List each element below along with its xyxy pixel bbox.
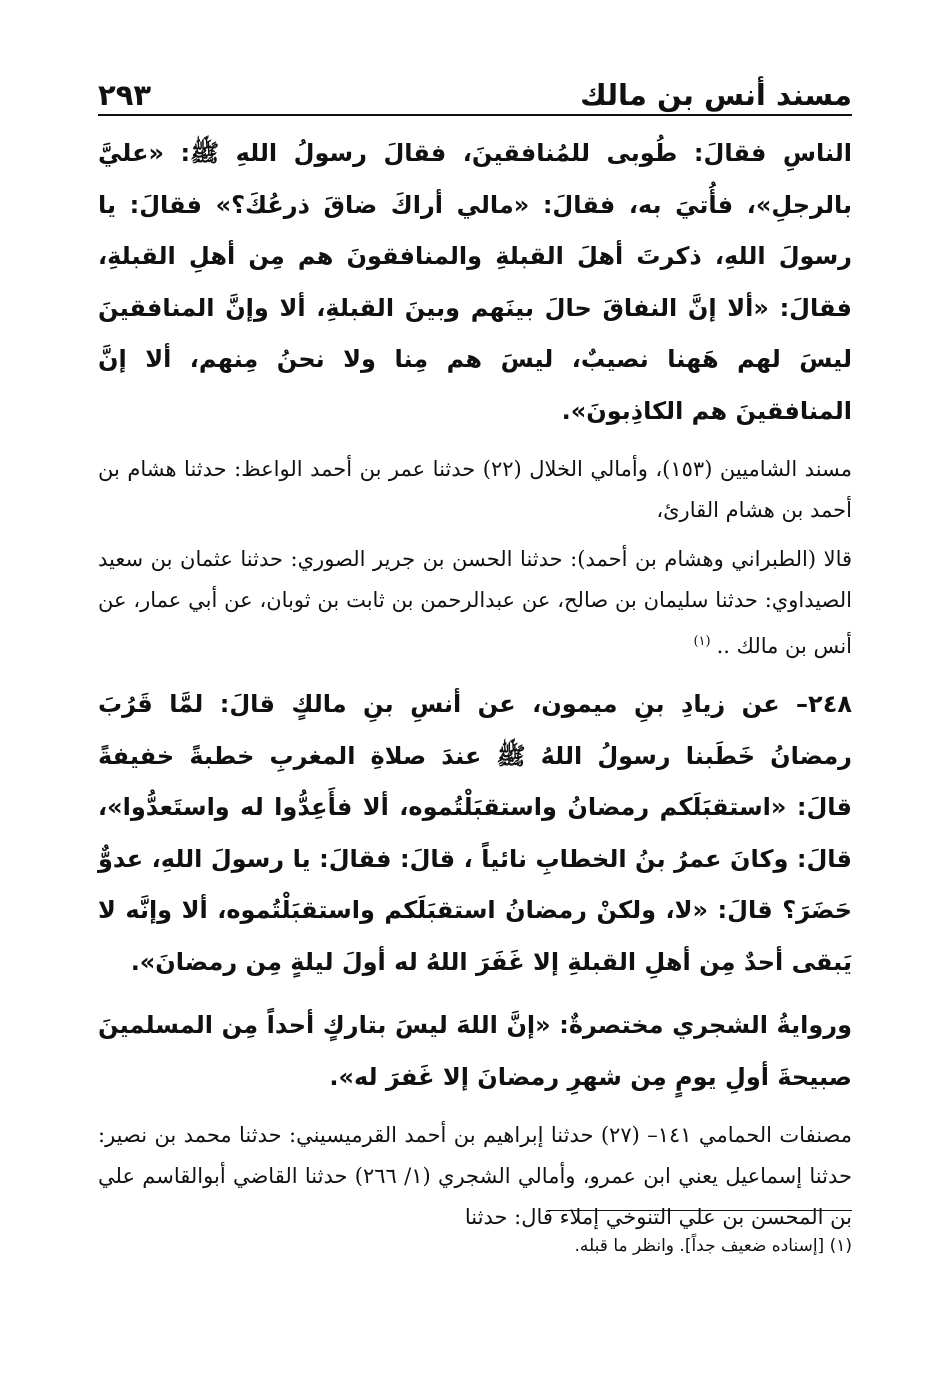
footnote <box>98 1232 852 1260</box>
shajari-narration-paragraph: وروايةُ الشجري مختصرةٌ: «إنَّ اللهَ ليسَ بتاركٍ أحداً مِن المسلمينَ صبيحةَ أولِ يومٍ مِن شهرِ رمضانَ إلا غَفرَ له». <box>98 1011 852 1091</box>
hadith-continuation-paragraph: الناسِ فقالَ: طُوبى للمُنافقينَ، فقالَ رسولُ اللهِ ﷺ: «عليَّ بالرجلِ»، فأُتيَ به، فقالَ: «مالي أراكَ ضاقَ ذرعُكَ؟» فقالَ: يا رسولَ اللهِ، ذكرتَ أهلَ القبلةِ والمنافقونَ هم مِن أهلِ القبلةِ، فقالَ: «ألا إنَّ النفاقَ حالَ بينَهم وبينَ القبلةِ، ألا وإنَّ المنافقينَ ليسَ لهم هَهنا نصيبٌ، ليسَ هم مِنا ولا نحنُ مِنهم، ألا إنَّ المنافقينَ هم الكاذِبونَ». <box>98 139 852 425</box>
hadith-248-paragraph: ٢٤٨– عن زيادِ بنِ ميمون، عن أنسِ بنِ مالكٍ قالَ: لمَّا قَرُبَ رمضانُ خَطَبنا رسولُ اللهُ ﷺ عندَ صلاةِ المغربِ خطبةً خفيفةً قالَ: «استقبَلَكم رمضانُ واستقبَلْتُموه، ألا فأَعِدُّوا له واستَعدُّوا»، قالَ: وكانَ عمرُ بنُ الخطابِ نائياً ، قالَ: فقالَ: يا رسولَ اللهِ، عدوٌّ حَضَرَ؟ قالَ: «لا، ولكنْ رمضانُ استقبَلَكم واستقبَلْتُموه، ألا وإنَّه لا يَبقى أحدٌ مِن أهلِ القبلةِ إلا غَفَرَ اللهُ له أولَ ليلةٍ مِن رمضانَ». <box>98 690 852 976</box>
running-title: مسند أنس بن مالك <box>580 78 852 112</box>
header-divider <box>98 114 852 116</box>
main-text <box>98 128 852 1238</box>
page-header <box>98 72 852 112</box>
takhrij-paragraph-2: مصنفات الحمامي ١٤١– (٢٧) حدثنا إبراهيم بن أحمد القرميسيني: حدثنا محمد بن نصير: حدثنا إسماعيل يعني ابن عمرو، وأمالي الشجري (١/ ٢٦٦) حدثنا القاضي أبوالقاسم علي بن المحسن بن علي التنوخي إملاء قال: حدثنا <box>98 1123 852 1229</box>
isnad-paragraph: قالا (الطبراني وهشام بن أحمد): حدثنا الحسن بن جرير الصوري: حدثنا عثمان بن سعيد الصيداوي: حدثنا سليمان بن صالح، عن عبدالرحمن بن ثابت بن ثوبان، عن أبي عمار، عن أنس بن مالك ..$^{(١)}$ <box>98 547 852 658</box>
footnote-text: (١) [إسناده ضعيف جداً]. وانظر ما قبله. <box>574 1236 852 1256</box>
footnote-divider <box>547 1210 852 1211</box>
takhrij-paragraph-1: مسند الشاميين (١٥٣)، وأمالي الخلال (٢٢) حدثنا عمر بن أحمد الواعظ: حدثنا هشام بن أحمد بن هشام القارئ، <box>98 457 853 522</box>
footnote-reference[interactable]: (١) <box>693 634 711 649</box>
page-number: ٢٩٣ <box>98 78 152 112</box>
